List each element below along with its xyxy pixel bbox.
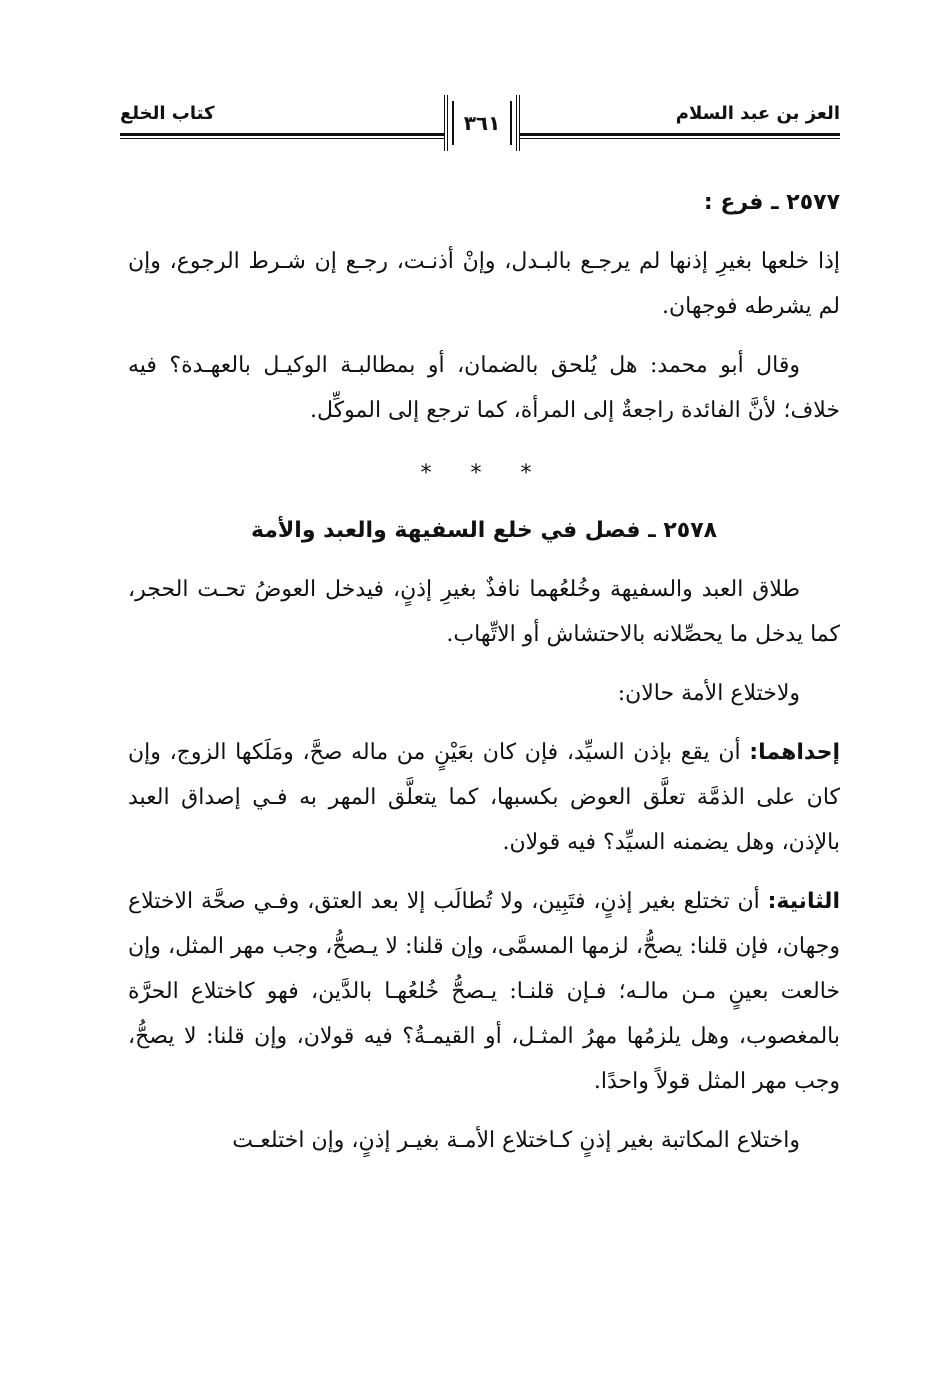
paragraph-5-text: أن يقع بإذن السيِّد، فإن كان بعَيْنٍ من ماله صحَّ، ومَلَكها الزوج، وإن كان على الذمَّة تعلَّق العوض بكسبها، كما يتعلَّق المهر به فـي إصداق العبد بالإذن، وهل يضمنه السيِّد؟ فيه قولان.	[128, 740, 840, 855]
paragraph-5-lead: إحداهما:	[749, 740, 840, 765]
section-divider-stars: * * *	[420, 461, 548, 486]
page-number: ٣٦١	[452, 101, 512, 145]
paragraph-6-text: أن تختلع بغير إذنٍ، فتَبِين، ولا تُطالَب إلا بعد العتق، وفـي صحَّة الاختلاع وجهان، فإن قلنا: يصحُّ، لزمها المسمَّى، وإن قلنا: لا يـصحُّ، وجب مهر المثل، وإن خالعت بعينٍ مـن مالـه؛ فـإن قلنـا: يـصحُّ خُلعُهـا بالدَّين، فهو كاختلاع الحرَّة بالمغصوب، وهل يلزمُها مهرُ المثـل، أو القيمـةُ؟ فيه قولان، وإن قلنا: لا يصحُّ، وجب مهر المثل قولاً واحدًا.	[128, 889, 840, 1094]
page-number-frame	[444, 95, 520, 151]
paragraph-6-lead: الثانية:	[767, 889, 840, 914]
section-heading: ٢٥٧٨ ـ فصل في خلع السفيهة والعبد والأمة	[250, 518, 718, 543]
page-body	[128, 180, 840, 1177]
running-head-book-title: كتاب الخلع	[120, 103, 215, 124]
paragraph-7: واختلاع المكاتبة بغير إذنٍ كـاختلاع الأمـة بغيـر إذنٍ، وإن اختلعـت	[232, 1128, 800, 1153]
paragraph-1: إذا خلعها بغيرِ إذنها لم يرجـع بالبـدل، وإنْ أذنـت، رجـع إن شـرط الرجوع، وإن لم يشرطه فوجهان.	[128, 249, 841, 319]
paragraph-3: طلاق العبد والسفيهة وخُلعُهما نافذٌ بغيرِ إذنٍ، فيدخل العوضُ تحـت الحجر، كما يدخل ما يحصِّلانه بالاحتشاش أو الاتِّهاب.	[128, 577, 840, 647]
page-header	[120, 95, 840, 155]
paragraph-4: ولاختلاع الأمة حالان:	[617, 681, 800, 706]
paragraph-5	[128, 730, 840, 865]
paragraph-2: وقال أبو محمد: هل يُلحق بالضمان، أو بمطالبـة الوكيـل بالعهـدة؟ فيه خلاف؛ لأنَّ الفائدة راجعةٌ إلى المرأة، كما ترجع إلى الموكِّل.	[128, 353, 840, 423]
paragraph-6	[128, 879, 840, 1104]
far-heading: ٢٥٧٧ ـ فرع :	[703, 190, 840, 215]
running-head-author: العز بن عبد السلام	[675, 103, 840, 124]
